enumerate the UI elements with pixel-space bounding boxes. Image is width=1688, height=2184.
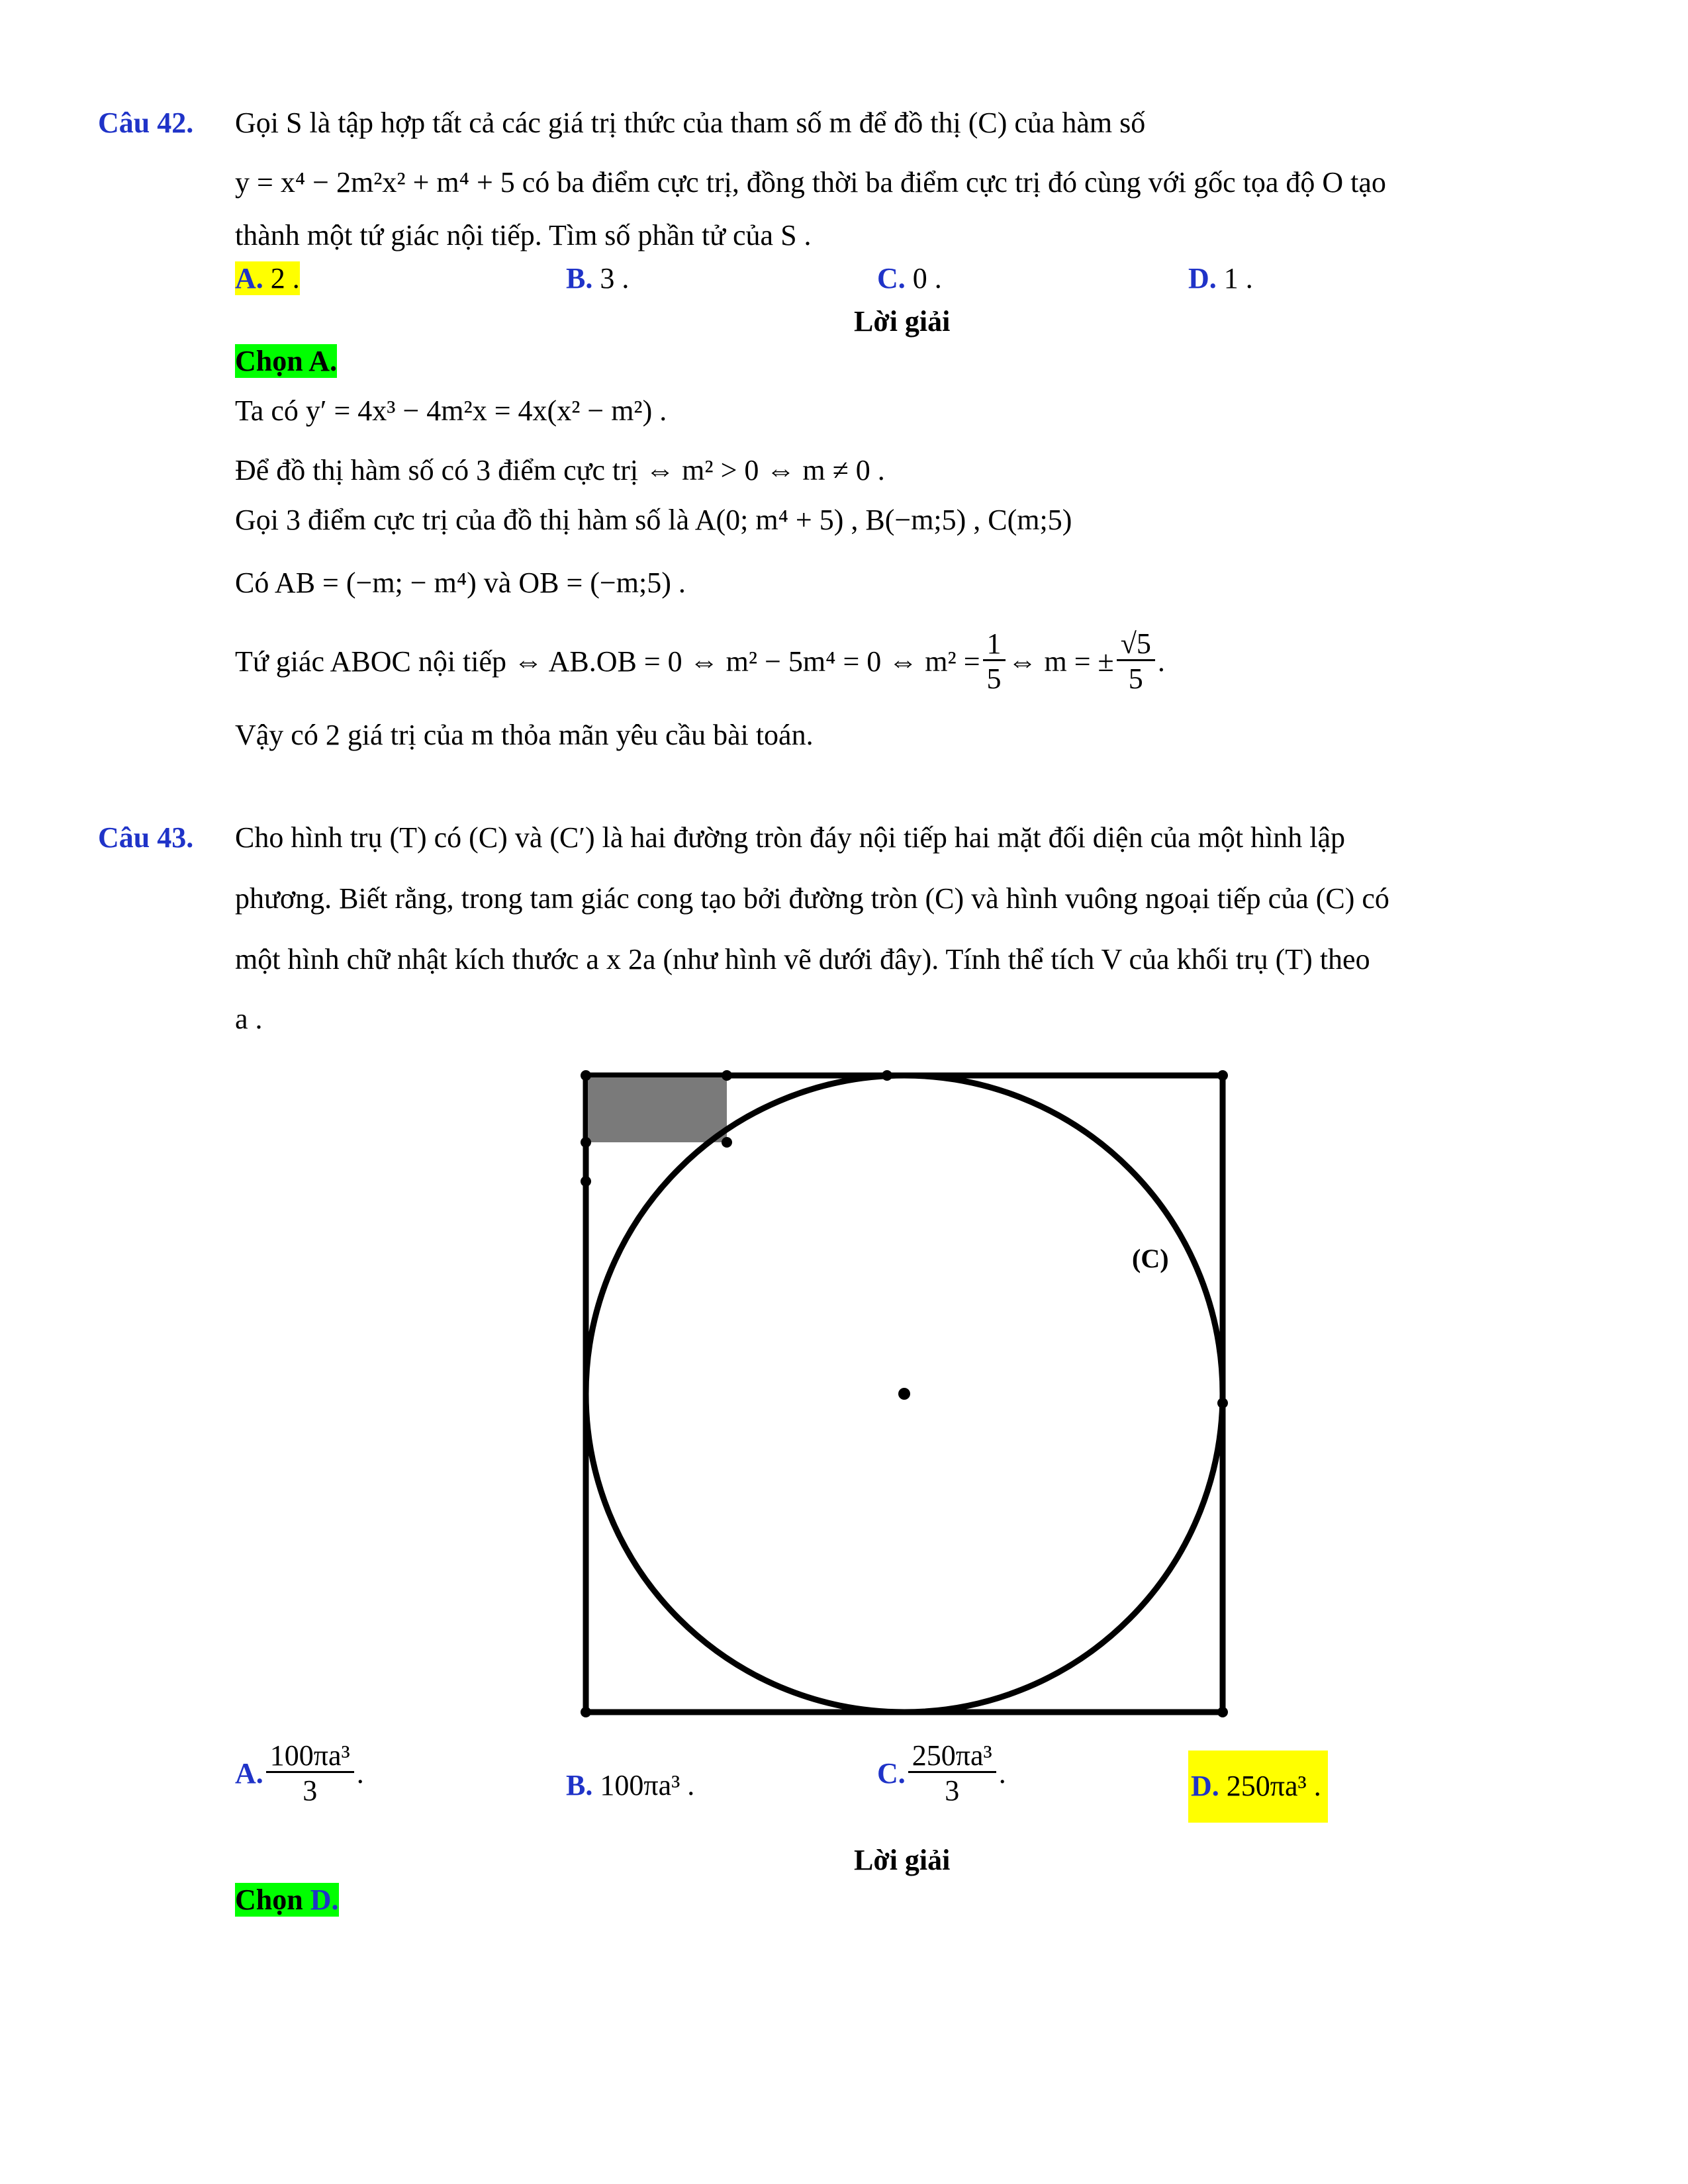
fraction-sqrt5-over-5	[1117, 629, 1155, 694]
q42-step-3: Gọi 3 điểm cực trị của đồ thị hàm số là A(0; m⁴ + 5) , B(−m;5) , C(m;5)	[235, 504, 1072, 536]
point	[581, 1070, 591, 1081]
option-a-end: .	[356, 1757, 364, 1790]
option-b-label: B.	[566, 262, 593, 295]
option-b-value: 100πa³ .	[600, 1769, 695, 1801]
q42-step-1: Ta có y′ = 4x³ − 4m²x = 4x(x² − m²) .	[235, 394, 667, 427]
point	[722, 1137, 732, 1148]
point	[1217, 1398, 1228, 1408]
q43-solution-title: Lời giải	[854, 1844, 951, 1876]
fraction-num: 1	[983, 629, 1006, 661]
option-a-label: A.	[235, 262, 263, 295]
fraction-num: 100πa³	[266, 1741, 354, 1773]
option-d-label: D.	[1191, 1770, 1219, 1802]
q42-step-2: Để đồ thị hàm số có 3 điểm cực trị ⇔ m² > 0 ⇔ m ≠ 0 .	[235, 454, 885, 486]
fraction-den: 3	[303, 1774, 318, 1807]
q42-solution-title: Lời giải	[854, 305, 951, 338]
q42-label: Câu 42.	[98, 107, 194, 139]
q43-option-c[interactable]	[877, 1741, 1006, 1806]
q43-option-d[interactable]	[1188, 1751, 1328, 1823]
option-a-fraction	[266, 1741, 354, 1806]
q42-option-b[interactable]	[566, 261, 629, 295]
q43-line4: a .	[235, 1003, 263, 1035]
option-a-value: 2 .	[270, 262, 300, 295]
option-c-fraction	[908, 1741, 996, 1806]
q43-line1: Cho hình trụ (T) có (C) và (C′) là hai đường tròn đáy nội tiếp hai mặt đối diện của một hình lập	[235, 821, 1346, 854]
option-b-value: 3 .	[600, 262, 630, 295]
option-c-value: 0 .	[912, 262, 942, 295]
q42-step-5	[235, 629, 1165, 694]
option-c-end: .	[998, 1757, 1006, 1790]
q42-option-c[interactable]	[877, 261, 942, 295]
q43-line2: phương. Biết rằng, trong tam giác cong tạo bởi đường tròn (C) và hình vuông ngoại tiếp của (C) có	[235, 882, 1389, 915]
shaded-rectangle	[588, 1077, 727, 1142]
q42-line1: Gọi S là tập hợp tất cả các giá trị thức của tham số m để đồ thị (C) của hàm số	[235, 107, 1146, 139]
q42-line3: thành một tứ giác nội tiếp. Tìm số phần tử của S .	[235, 219, 812, 251]
q43-option-a[interactable]	[235, 1741, 364, 1806]
fraction-den: 5	[986, 662, 1002, 696]
option-d-value: 250πa³ .	[1226, 1770, 1321, 1802]
option-b-label: B.	[566, 1769, 593, 1801]
option-c-label: C.	[877, 1757, 906, 1790]
q42-step-4: Có AB = (−m; − m⁴) và OB = (−m;5) .	[235, 567, 686, 599]
point	[581, 1137, 591, 1148]
q42-line2: y = x⁴ − 2m²x² + m⁴ + 5 có ba điểm cực trị, đồng thời ba điểm cực trị đó cùng với gốc tọa độ O tạo	[235, 166, 1386, 199]
circle-label: (C)	[1132, 1244, 1169, 1273]
fraction-one-fifth	[983, 629, 1006, 694]
circle-center-point	[898, 1388, 910, 1400]
point	[581, 1707, 591, 1717]
q43-label: Câu 43.	[98, 821, 194, 854]
q42-step-5-text: Tứ giác ABOC nội tiếp ⇔ AB.OB = 0 ⇔ m² − 5m⁴ = 0 ⇔ m² =	[235, 645, 980, 678]
fraction-den: 5	[1128, 662, 1143, 696]
q42-option-d[interactable]	[1188, 261, 1253, 295]
q42-step-6: Vậy có 2 giá trị của m thỏa mãn yêu cầu bài toán.	[235, 719, 814, 751]
fraction-den: 3	[945, 1774, 960, 1807]
option-d-label: D.	[1188, 262, 1217, 295]
fraction-num: 250πa³	[908, 1741, 996, 1773]
q42-option-a[interactable]	[235, 261, 300, 295]
point	[882, 1070, 892, 1081]
q43-choice	[235, 1883, 339, 1917]
option-a-label: A.	[235, 1757, 263, 1790]
q42-step-5-end: .	[1157, 645, 1165, 678]
q43-line3: một hình chữ nhật kích thước a x 2a (như hình vẽ dưới đây). Tính thể tích V của khối trụ (T) theo	[235, 943, 1370, 976]
q43-choice-letter: D.	[310, 1884, 339, 1916]
q42-step-5-mid: ⇔ m = ±	[1008, 645, 1114, 678]
option-c-label: C.	[877, 262, 906, 295]
point	[722, 1070, 732, 1081]
q43-choice-prefix: Chọn	[235, 1884, 303, 1916]
option-d-value: 1 .	[1223, 262, 1253, 295]
q43-figure	[569, 1059, 1238, 1727]
point	[581, 1176, 591, 1187]
fraction-num: √5	[1117, 629, 1155, 661]
point	[1217, 1070, 1228, 1081]
q43-option-b[interactable]	[566, 1768, 694, 1802]
point	[1217, 1707, 1228, 1717]
q42-choice: Chọn A.	[235, 345, 338, 377]
